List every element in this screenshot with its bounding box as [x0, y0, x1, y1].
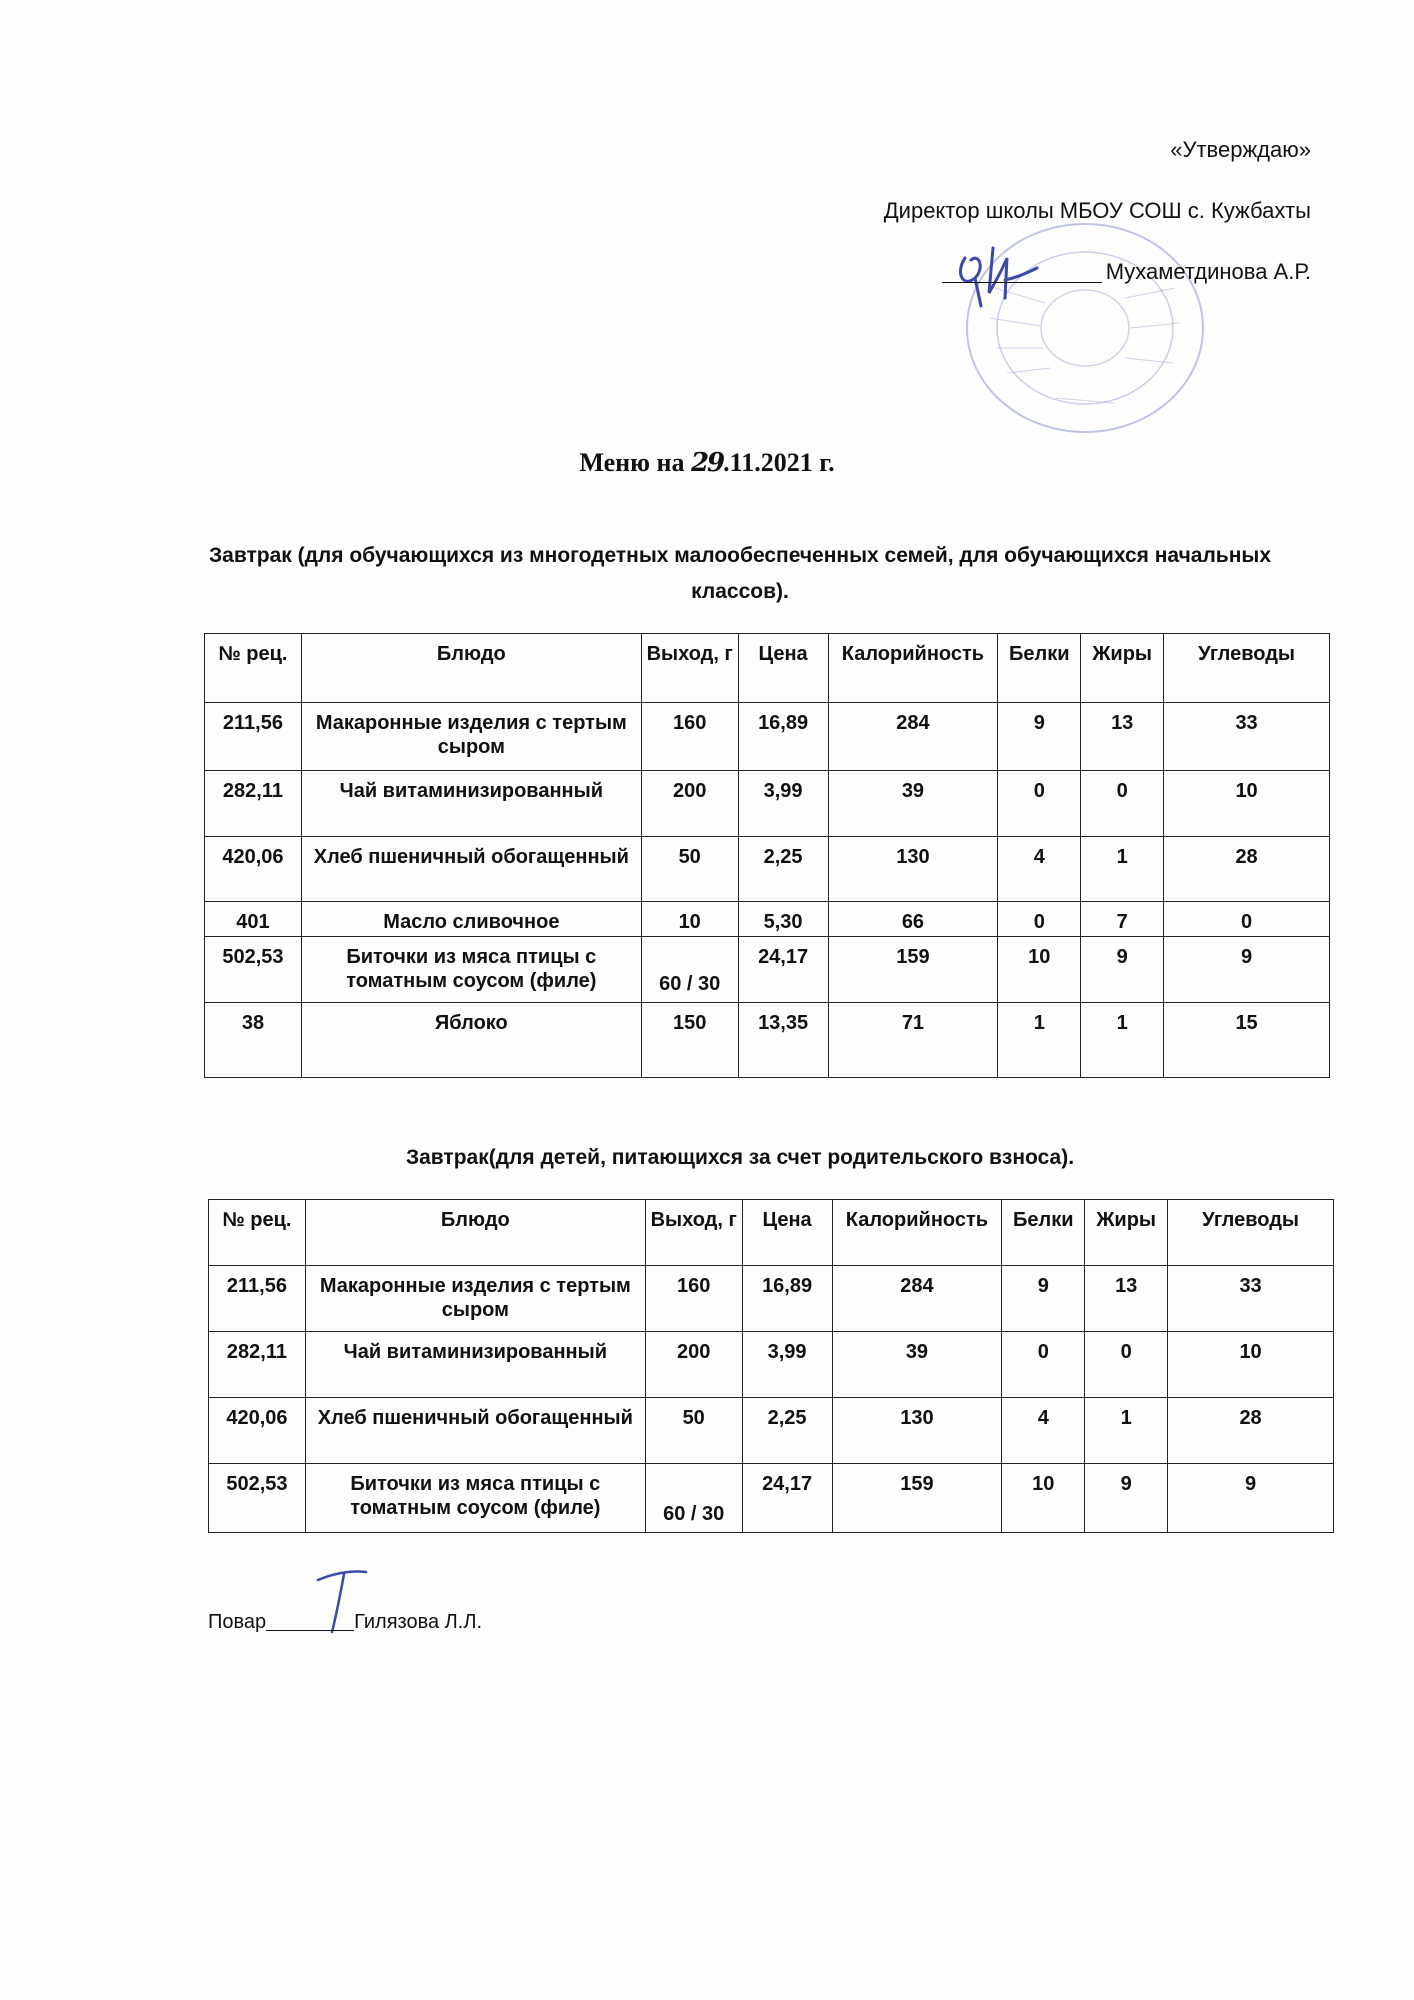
col-rec: № рец. — [209, 1200, 306, 1266]
cell-carbs: 33 — [1164, 703, 1330, 771]
cell-yield: 60 / 30 — [645, 1464, 742, 1533]
col-price: Цена — [738, 634, 828, 703]
cell-price: 2,25 — [738, 837, 828, 902]
cell-calories: 130 — [828, 837, 998, 902]
cell-dish: Чай витаминизированный — [305, 1332, 645, 1398]
cell-dish: Масло сливочное — [301, 902, 641, 937]
approve-label: «Утверждаю» — [1170, 137, 1311, 162]
cell-rec: 420,06 — [209, 1398, 306, 1464]
cell-fats: 1 — [1081, 837, 1164, 902]
cell-yield: 150 — [641, 1003, 738, 1078]
cook-label: Повар — [208, 1611, 267, 1633]
cell-rec: 282,11 — [209, 1332, 306, 1398]
cell-carbs: 9 — [1168, 1464, 1334, 1533]
title-prefix: Меню на — [579, 448, 685, 477]
cell-yield: 160 — [641, 703, 738, 771]
title-suffix: .11.2021 г. — [723, 448, 835, 477]
cell-calories: 159 — [832, 1464, 1002, 1533]
cell-calories: 284 — [832, 1266, 1002, 1332]
menu-table-1-body — [205, 703, 1330, 1078]
col-dish: Блюдо — [301, 634, 641, 703]
cell-price: 16,89 — [742, 1266, 832, 1332]
cell-dish: Биточки из мяса птицы с томатным соусом (филе) — [301, 937, 641, 1003]
menu-table-2-body — [209, 1266, 1334, 1533]
cell-yield: 200 — [645, 1332, 742, 1398]
cell-dish: Хлеб пшеничный обогащенный — [305, 1398, 645, 1464]
table-row — [205, 837, 1330, 902]
cell-rec: 211,56 — [209, 1266, 306, 1332]
cell-proteins: 0 — [998, 771, 1081, 837]
cell-fats: 7 — [1081, 902, 1164, 937]
cell-calories: 159 — [828, 937, 998, 1003]
cell-calories: 39 — [828, 771, 998, 837]
cell-carbs: 10 — [1164, 771, 1330, 837]
table-row — [209, 1266, 1334, 1332]
cell-calories: 39 — [832, 1332, 1002, 1398]
cell-fats: 9 — [1081, 937, 1164, 1003]
cell-rec: 401 — [205, 902, 302, 937]
cell-proteins: 1 — [998, 1003, 1081, 1078]
cell-dish: Чай витаминизированный — [301, 771, 641, 837]
cell-rec: 420,06 — [205, 837, 302, 902]
col-yield: Выход, г — [641, 634, 738, 703]
cell-yield: 50 — [641, 837, 738, 902]
cook-line — [208, 1610, 482, 1634]
menu-table-2 — [208, 1199, 1334, 1533]
cell-price: 24,17 — [738, 937, 828, 1003]
col-carbs: Углеводы — [1168, 1200, 1334, 1266]
col-yield: Выход, г — [645, 1200, 742, 1266]
table-row — [209, 1332, 1334, 1398]
cell-price: 13,35 — [738, 1003, 828, 1078]
col-fats: Жиры — [1085, 1200, 1168, 1266]
cell-yield: 60 / 30 — [641, 937, 738, 1003]
cell-dish: Макаронные изделия с тертым сыром — [301, 703, 641, 771]
cell-carbs: 9 — [1164, 937, 1330, 1003]
cell-carbs: 28 — [1168, 1398, 1334, 1464]
cell-rec: 502,53 — [205, 937, 302, 1003]
cell-rec: 211,56 — [205, 703, 302, 771]
cell-fats: 9 — [1085, 1464, 1168, 1533]
cell-yield: 160 — [645, 1266, 742, 1332]
section2-heading: Завтрак(для детей, питающихся за счет родительского взноса). — [405, 1146, 1075, 1169]
cell-fats: 13 — [1081, 703, 1164, 771]
director-position: Директор школы МБОУ СОШ с. Кужбахты — [883, 198, 1311, 223]
cell-fats: 13 — [1085, 1266, 1168, 1332]
cell-fats: 1 — [1085, 1398, 1168, 1464]
approval-block — [671, 138, 1311, 321]
cell-calories: 71 — [828, 1003, 998, 1078]
col-calories: Калорийность — [828, 634, 998, 703]
page-title — [0, 448, 1414, 478]
cell-dish: Хлеб пшеничный обогащенный — [301, 837, 641, 902]
director-signature-line — [671, 260, 1311, 284]
cell-price: 5,30 — [738, 902, 828, 937]
cell-calories: 66 — [828, 902, 998, 937]
cell-dish: Макаронные изделия с тертым сыром — [305, 1266, 645, 1332]
cell-yield: 200 — [641, 771, 738, 837]
cell-carbs: 33 — [1168, 1266, 1334, 1332]
col-price: Цена — [742, 1200, 832, 1266]
table-row — [205, 703, 1330, 771]
table-row — [205, 902, 1330, 937]
cell-dish: Яблоко — [301, 1003, 641, 1078]
col-carbs: Углеводы — [1164, 634, 1330, 703]
table-row — [205, 1003, 1330, 1078]
cell-proteins: 0 — [1002, 1332, 1085, 1398]
cell-price: 3,99 — [738, 771, 828, 837]
section1-heading: Завтрак (для обучающихся из многодетных малообеспеченных семей, для обучающихся начальных классов). — [209, 544, 1271, 603]
col-proteins: Белки — [998, 634, 1081, 703]
table-row — [209, 1464, 1334, 1533]
cell-yield: 10 — [641, 902, 738, 937]
col-proteins: Белки — [1002, 1200, 1085, 1266]
cell-carbs: 28 — [1164, 837, 1330, 902]
table-row — [209, 1398, 1334, 1464]
cell-proteins: 4 — [998, 837, 1081, 902]
cell-fats: 0 — [1085, 1332, 1168, 1398]
director-name: Мухаметдинова А.Р. — [1105, 259, 1311, 284]
cell-price: 3,99 — [742, 1332, 832, 1398]
col-calories: Калорийность — [832, 1200, 1002, 1266]
cell-calories: 284 — [828, 703, 998, 771]
table-row — [205, 937, 1330, 1003]
cell-carbs: 10 — [1168, 1332, 1334, 1398]
cell-price: 24,17 — [742, 1464, 832, 1533]
cell-yield: 50 — [645, 1398, 742, 1464]
cell-proteins: 9 — [998, 703, 1081, 771]
cell-fats: 0 — [1081, 771, 1164, 837]
cell-proteins: 4 — [1002, 1398, 1085, 1464]
title-day: 29 — [690, 448, 724, 478]
cell-rec: 502,53 — [209, 1464, 306, 1533]
col-rec: № рец. — [205, 634, 302, 703]
cell-price: 16,89 — [738, 703, 828, 771]
cell-rec: 282,11 — [205, 771, 302, 837]
col-dish: Блюдо — [305, 1200, 645, 1266]
cook-signature-blank — [266, 1610, 354, 1631]
col-fats: Жиры — [1081, 634, 1164, 703]
cell-proteins: 0 — [998, 902, 1081, 937]
cell-proteins: 10 — [998, 937, 1081, 1003]
cell-proteins: 10 — [1002, 1464, 1085, 1533]
menu-table-1 — [204, 633, 1330, 1078]
table-row — [205, 771, 1330, 837]
cell-carbs: 0 — [1164, 902, 1330, 937]
cell-fats: 1 — [1081, 1003, 1164, 1078]
cell-calories: 130 — [832, 1398, 1002, 1464]
signature-blank — [942, 260, 1102, 283]
cook-name: Гилязова Л.Л. — [354, 1611, 483, 1633]
cell-proteins: 9 — [1002, 1266, 1085, 1332]
cell-price: 2,25 — [742, 1398, 832, 1464]
cell-rec: 38 — [205, 1003, 302, 1078]
cell-carbs: 15 — [1164, 1003, 1330, 1078]
cell-dish: Биточки из мяса птицы с томатным соусом (филе) — [305, 1464, 645, 1533]
